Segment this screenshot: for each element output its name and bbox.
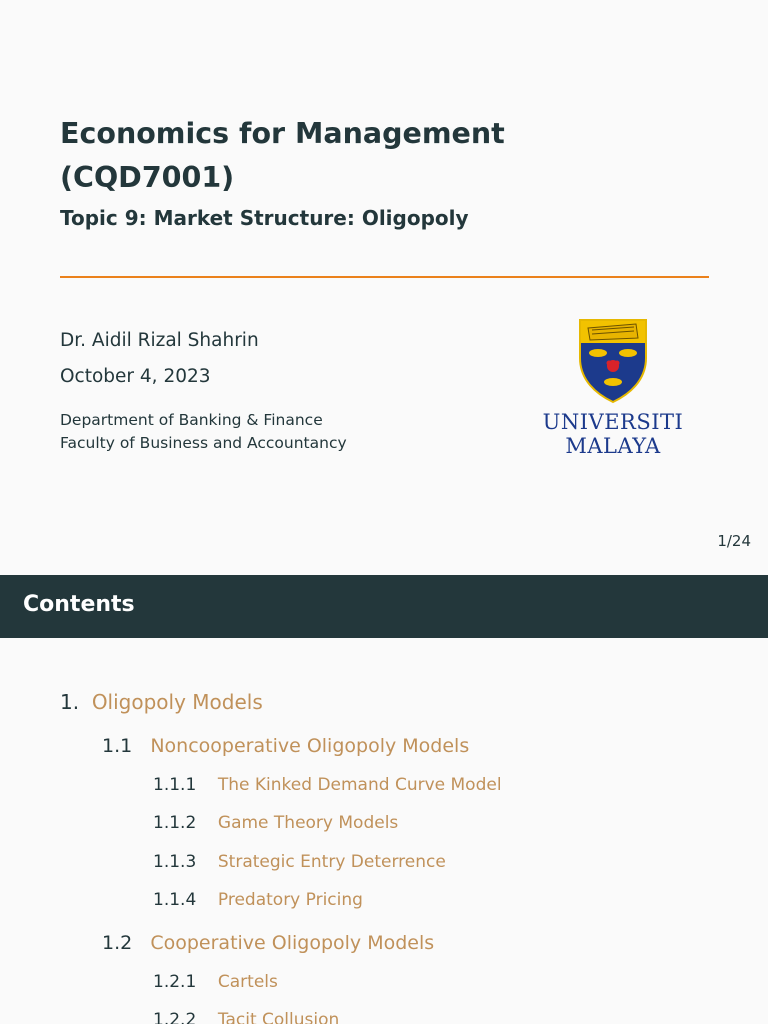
title-line-2: (CQD7001) (60, 161, 235, 194)
toc-number: 1.2 (102, 932, 133, 954)
toc-link[interactable]: Predatory Pricing (217, 890, 363, 910)
toc-subsubsection-1-2-1[interactable] (153, 972, 278, 992)
slide-title (60, 112, 505, 200)
toc-number: 1.1.3 (153, 852, 197, 872)
university-wordmark (540, 410, 686, 458)
toc-number: 1. (60, 690, 80, 714)
toc-number: 1.2.1 (153, 972, 197, 992)
toc-subsubsection-1-1-1[interactable] (153, 775, 502, 795)
frame-title: Contents (23, 592, 135, 617)
toc-link[interactable]: Strategic Entry Deterrence (217, 852, 446, 872)
toc-link[interactable]: Tacit Collusion (217, 1010, 340, 1024)
wordmark-line-2: MALAYA (565, 434, 661, 458)
orange-divider (60, 276, 709, 278)
slide-subtitle: Topic 9: Market Structure: Oligopoly (60, 206, 469, 230)
institute (60, 409, 347, 455)
faculty-label: Faculty of Business and Accountancy (60, 434, 347, 452)
toc-number: 1.1.2 (153, 813, 197, 833)
wordmark-line-1: UNIVERSITI (542, 410, 684, 434)
toc-number: 1.1 (102, 735, 133, 757)
author-name: Dr. Aidil Rizal Shahrin (60, 330, 259, 351)
university-crest-icon (578, 318, 648, 404)
department-label: Department of Banking & Finance (60, 411, 323, 429)
toc-link[interactable]: Cooperative Oligopoly Models (150, 932, 435, 954)
toc-subsubsection-1-1-3[interactable] (153, 852, 446, 872)
presentation-date: October 4, 2023 (60, 366, 211, 387)
toc-subsection-1-1[interactable] (102, 735, 469, 757)
toc-subsubsection-1-2-2[interactable] (153, 1010, 339, 1024)
toc-subsection-1-2[interactable] (102, 932, 434, 954)
toc-number: 1.1.4 (153, 890, 197, 910)
toc-number: 1.1.1 (153, 775, 197, 795)
toc-section-1[interactable] (60, 690, 263, 714)
table-of-contents (0, 638, 768, 1024)
title-line-1: Economics for Management (60, 117, 505, 150)
toc-subsubsection-1-1-2[interactable] (153, 813, 398, 833)
page-number: 1/24 (717, 532, 751, 550)
toc-number: 1.2.2 (153, 1010, 197, 1024)
frame-title-bar (0, 575, 768, 638)
toc-link[interactable]: Oligopoly Models (91, 690, 263, 714)
toc-link[interactable]: Game Theory Models (217, 813, 399, 833)
toc-link[interactable]: Noncooperative Oligopoly Models (150, 735, 470, 757)
toc-subsubsection-1-1-4[interactable] (153, 890, 363, 910)
university-logo (540, 318, 686, 458)
toc-link[interactable]: The Kinked Demand Curve Model (217, 775, 502, 795)
toc-link[interactable]: Cartels (217, 972, 278, 992)
